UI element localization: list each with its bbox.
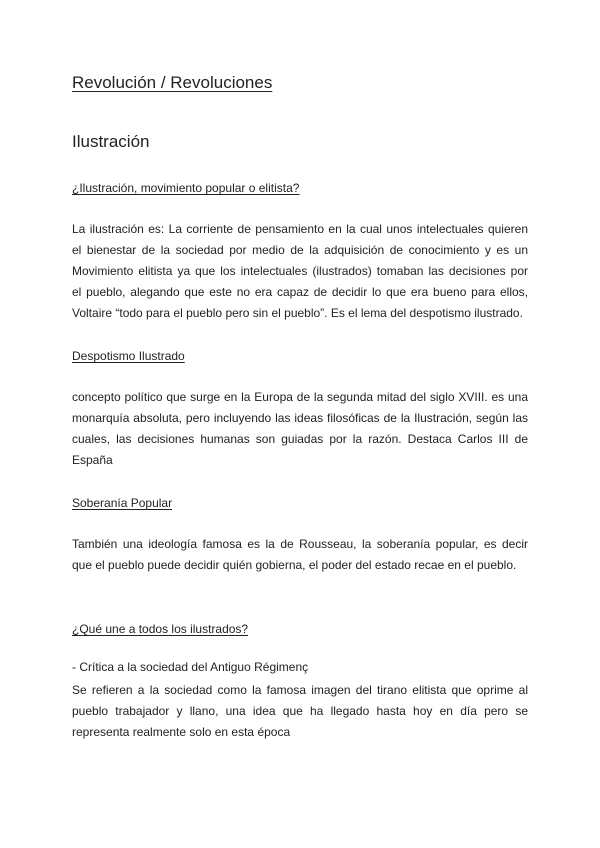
paragraph-line: monarquía absoluta, pero incluyendo las ideas filosóficas de la Ilustración, según las: [72, 411, 528, 425]
paragraph-line: España: [72, 453, 113, 467]
paragraph-soberania: [72, 534, 528, 576]
paragraph-critica: [72, 680, 528, 743]
paragraph-line: También una ideología famosa es la de Rousseau, la soberanía popular, es decir: [72, 537, 528, 551]
paragraph-ilustracion: [72, 219, 528, 324]
paragraph-line: representa realmente solo en esta época: [72, 725, 291, 739]
paragraph-line: pueblo trabajador y llano, una idea que ha llegado hasta hoy en día pero se: [72, 704, 528, 718]
paragraph-line: Movimiento elitista ya que los intelectuales (ilustrados) tomaban las decisiones por: [72, 264, 528, 278]
document-title: Revolución / Revoluciones: [72, 73, 273, 92]
bullet-critica: - Crítica a la sociedad del Antiguo Régimenç: [72, 660, 309, 674]
heading-despotismo: Despotismo Ilustrado: [72, 349, 185, 363]
paragraph-line: Se refieren a la sociedad como la famosa imagen del tirano elitista que oprime al: [72, 683, 528, 697]
paragraph-line: cuales, las decisiones humanas son guiadas por la razón. Destaca Carlos III de: [72, 432, 528, 446]
paragraph-line: Voltaire “todo para el pueblo pero sin el pueblo”. Es el lema del despotismo ilustrado.: [72, 306, 523, 320]
paragraph-line: La ilustración es: La corriente de pensamiento en la cual unos intelectuales quieren: [72, 222, 528, 236]
paragraph-despotismo: [72, 387, 528, 471]
question-heading-elitist: ¿Ilustración, movimiento popular o elitista?: [72, 181, 300, 195]
section-heading: Ilustración: [72, 132, 150, 151]
paragraph-line: el pueblo, alegando que este no era capaz de decidir lo que era bueno para ellos,: [72, 285, 528, 299]
heading-soberania: Soberanía Popular: [72, 496, 173, 510]
paragraph-line: concepto político que surge en la Europa de la segunda mitad del siglo XVIII. es una: [72, 390, 528, 404]
paragraph-line: el bienestar de la sociedad por medio de la adquisición de conocimiento y es un: [72, 243, 528, 257]
paragraph-line: que el pueblo puede decidir quién gobierna, el poder del estado recae en el pueblo.: [72, 558, 517, 572]
question-heading-ilustrados: ¿Qué une a todos los ilustrados?: [72, 622, 249, 636]
